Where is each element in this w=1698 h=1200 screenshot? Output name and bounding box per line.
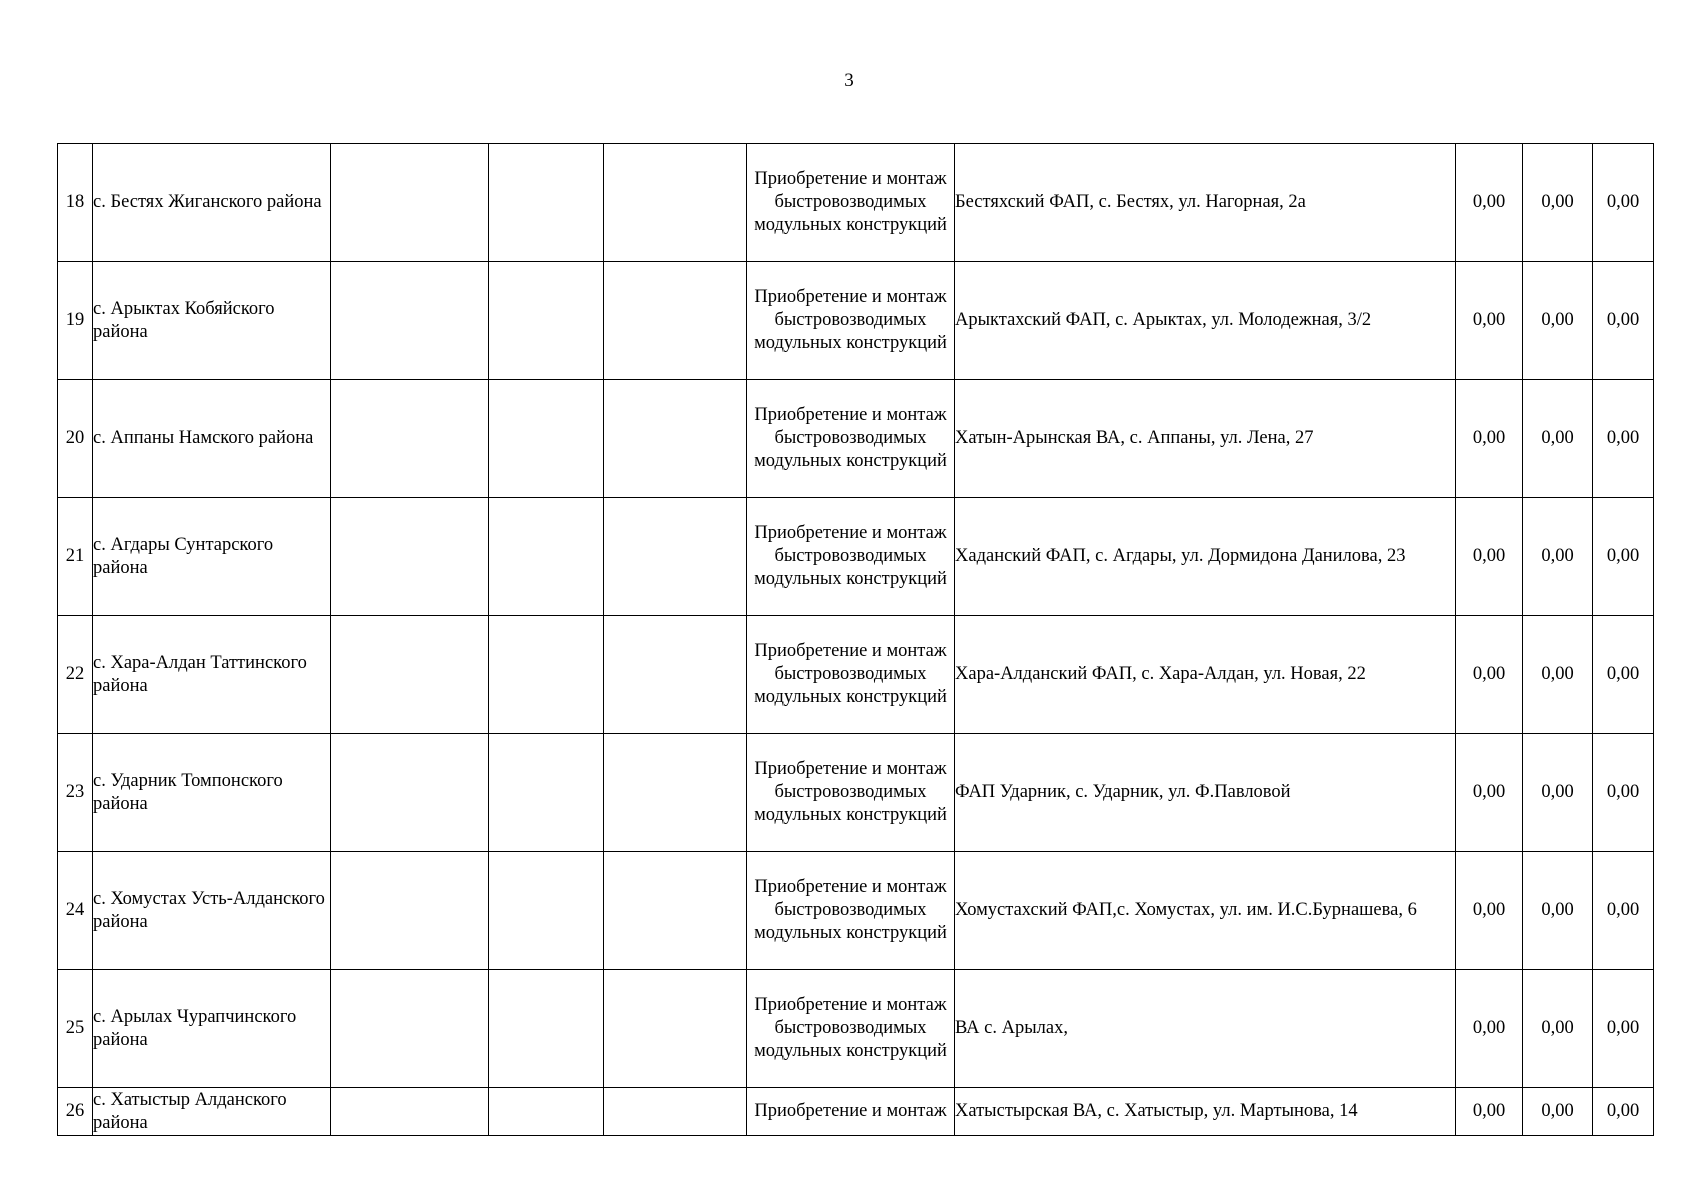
settlement-cell: с. Арыктах Кобяйского района [93, 262, 331, 380]
table-row [58, 144, 1654, 262]
empty-cell [604, 262, 747, 380]
facility-address-cell: Хаданский ФАП, с. Агдары, ул. Дормидона Данилова, 23 [955, 498, 1456, 616]
facility-address-cell: ФАП Ударник, с. Ударник, ул. Ф.Павловой [955, 734, 1456, 852]
value-cell: 0,00 [1523, 380, 1593, 498]
work-type-cell: Приобретение и монтаж быстровозводимых модульных конструкций [747, 970, 955, 1088]
settlement-cell: с. Хатыстыр Алданского района [93, 1088, 331, 1136]
work-type-cell: Приобретение и монтаж быстровозводимых модульных конструкций [747, 852, 955, 970]
empty-cell [331, 1088, 489, 1136]
row-number: 18 [58, 144, 93, 262]
value-cell: 0,00 [1523, 144, 1593, 262]
table-row [58, 1088, 1654, 1136]
value-cell: 0,00 [1456, 616, 1523, 734]
empty-cell [489, 852, 604, 970]
value-cell: 0,00 [1593, 380, 1654, 498]
empty-cell [604, 1088, 747, 1136]
empty-cell [604, 616, 747, 734]
empty-cell [604, 734, 747, 852]
empty-cell [331, 380, 489, 498]
facility-address-cell: Хатын-Арынская ВА, с. Аппаны, ул. Лена, 27 [955, 380, 1456, 498]
value-cell: 0,00 [1456, 144, 1523, 262]
settlement-cell: с. Бестях Жиганского района [93, 144, 331, 262]
settlement-cell: с. Агдары Сунтарского района [93, 498, 331, 616]
value-cell: 0,00 [1456, 734, 1523, 852]
value-cell: 0,00 [1456, 498, 1523, 616]
row-number: 20 [58, 380, 93, 498]
table-row [58, 616, 1654, 734]
table-row [58, 380, 1654, 498]
value-cell: 0,00 [1593, 262, 1654, 380]
empty-cell [489, 970, 604, 1088]
row-number: 21 [58, 498, 93, 616]
value-cell: 0,00 [1523, 262, 1593, 380]
value-cell: 0,00 [1593, 498, 1654, 616]
value-cell: 0,00 [1523, 734, 1593, 852]
empty-cell [604, 970, 747, 1088]
settlement-cell: с. Хомустах Усть-Алданского района [93, 852, 331, 970]
empty-cell [331, 498, 489, 616]
row-number: 26 [58, 1088, 93, 1136]
work-type-cell: Приобретение и монтаж быстровозводимых модульных конструкций [747, 734, 955, 852]
value-cell: 0,00 [1523, 498, 1593, 616]
facility-address-cell: Арыктахский ФАП, с. Арыктах, ул. Молодежная, 3/2 [955, 262, 1456, 380]
value-cell: 0,00 [1593, 734, 1654, 852]
row-number: 22 [58, 616, 93, 734]
empty-cell [331, 616, 489, 734]
empty-cell [489, 498, 604, 616]
empty-cell [604, 852, 747, 970]
value-cell: 0,00 [1456, 1088, 1523, 1136]
empty-cell [489, 262, 604, 380]
value-cell: 0,00 [1456, 380, 1523, 498]
empty-cell [331, 144, 489, 262]
settlement-cell: с. Ударник Томпонского района [93, 734, 331, 852]
table-row [58, 498, 1654, 616]
empty-cell [604, 380, 747, 498]
table-row [58, 852, 1654, 970]
value-cell: 0,00 [1523, 852, 1593, 970]
value-cell: 0,00 [1593, 144, 1654, 262]
work-type-cell: Приобретение и монтаж быстровозводимых модульных конструкций [747, 262, 955, 380]
empty-cell [489, 1088, 604, 1136]
value-cell: 0,00 [1593, 852, 1654, 970]
table-row [58, 734, 1654, 852]
empty-cell [604, 144, 747, 262]
row-number: 23 [58, 734, 93, 852]
table-row [58, 262, 1654, 380]
value-cell: 0,00 [1456, 852, 1523, 970]
settlement-cell: с. Аппаны Намского района [93, 380, 331, 498]
empty-cell [331, 734, 489, 852]
empty-cell [331, 970, 489, 1088]
value-cell: 0,00 [1523, 616, 1593, 734]
value-cell: 0,00 [1456, 970, 1523, 1088]
row-number: 24 [58, 852, 93, 970]
facility-address-cell: Хара-Алданский ФАП, с. Хара-Алдан, ул. Новая, 22 [955, 616, 1456, 734]
settlement-cell: с. Хара-Алдан Таттинского района [93, 616, 331, 734]
work-type-cell: Приобретение и монтаж быстровозводимых модульных конструкций [747, 498, 955, 616]
work-type-cell: Приобретение и монтаж быстровозводимых модульных конструкций [747, 380, 955, 498]
empty-cell [489, 380, 604, 498]
facility-address-cell: Бестяхский ФАП, с. Бестях, ул. Нагорная, 2а [955, 144, 1456, 262]
work-type-cell: Приобретение и монтаж быстровозводимых модульных конструкций [747, 144, 955, 262]
work-type-cell: Приобретение и монтаж быстровозводимых модульных конструкций [747, 616, 955, 734]
empty-cell [489, 616, 604, 734]
empty-cell [331, 852, 489, 970]
value-cell: 0,00 [1593, 970, 1654, 1088]
empty-cell [489, 734, 604, 852]
facility-address-cell: Хомустахский ФАП,с. Хомустах, ул. им. И.С.Бурнашева, 6 [955, 852, 1456, 970]
work-type-cell: Приобретение и монтаж [747, 1088, 955, 1136]
value-cell: 0,00 [1523, 970, 1593, 1088]
empty-cell [489, 144, 604, 262]
value-cell: 0,00 [1523, 1088, 1593, 1136]
settlement-cell: с. Арылах Чурапчинского района [93, 970, 331, 1088]
table-row [58, 970, 1654, 1088]
value-cell: 0,00 [1593, 616, 1654, 734]
empty-cell [331, 262, 489, 380]
facility-address-cell: ВА с. Арылах, [955, 970, 1456, 1088]
page-number: 3 [844, 70, 854, 91]
empty-cell [604, 498, 747, 616]
row-number: 25 [58, 970, 93, 1088]
facility-address-cell: Хатыстырская ВА, с. Хатыстыр, ул. Мартынова, 14 [955, 1088, 1456, 1136]
row-number: 19 [58, 262, 93, 380]
value-cell: 0,00 [1593, 1088, 1654, 1136]
value-cell: 0,00 [1456, 262, 1523, 380]
data-table [57, 143, 1654, 1136]
